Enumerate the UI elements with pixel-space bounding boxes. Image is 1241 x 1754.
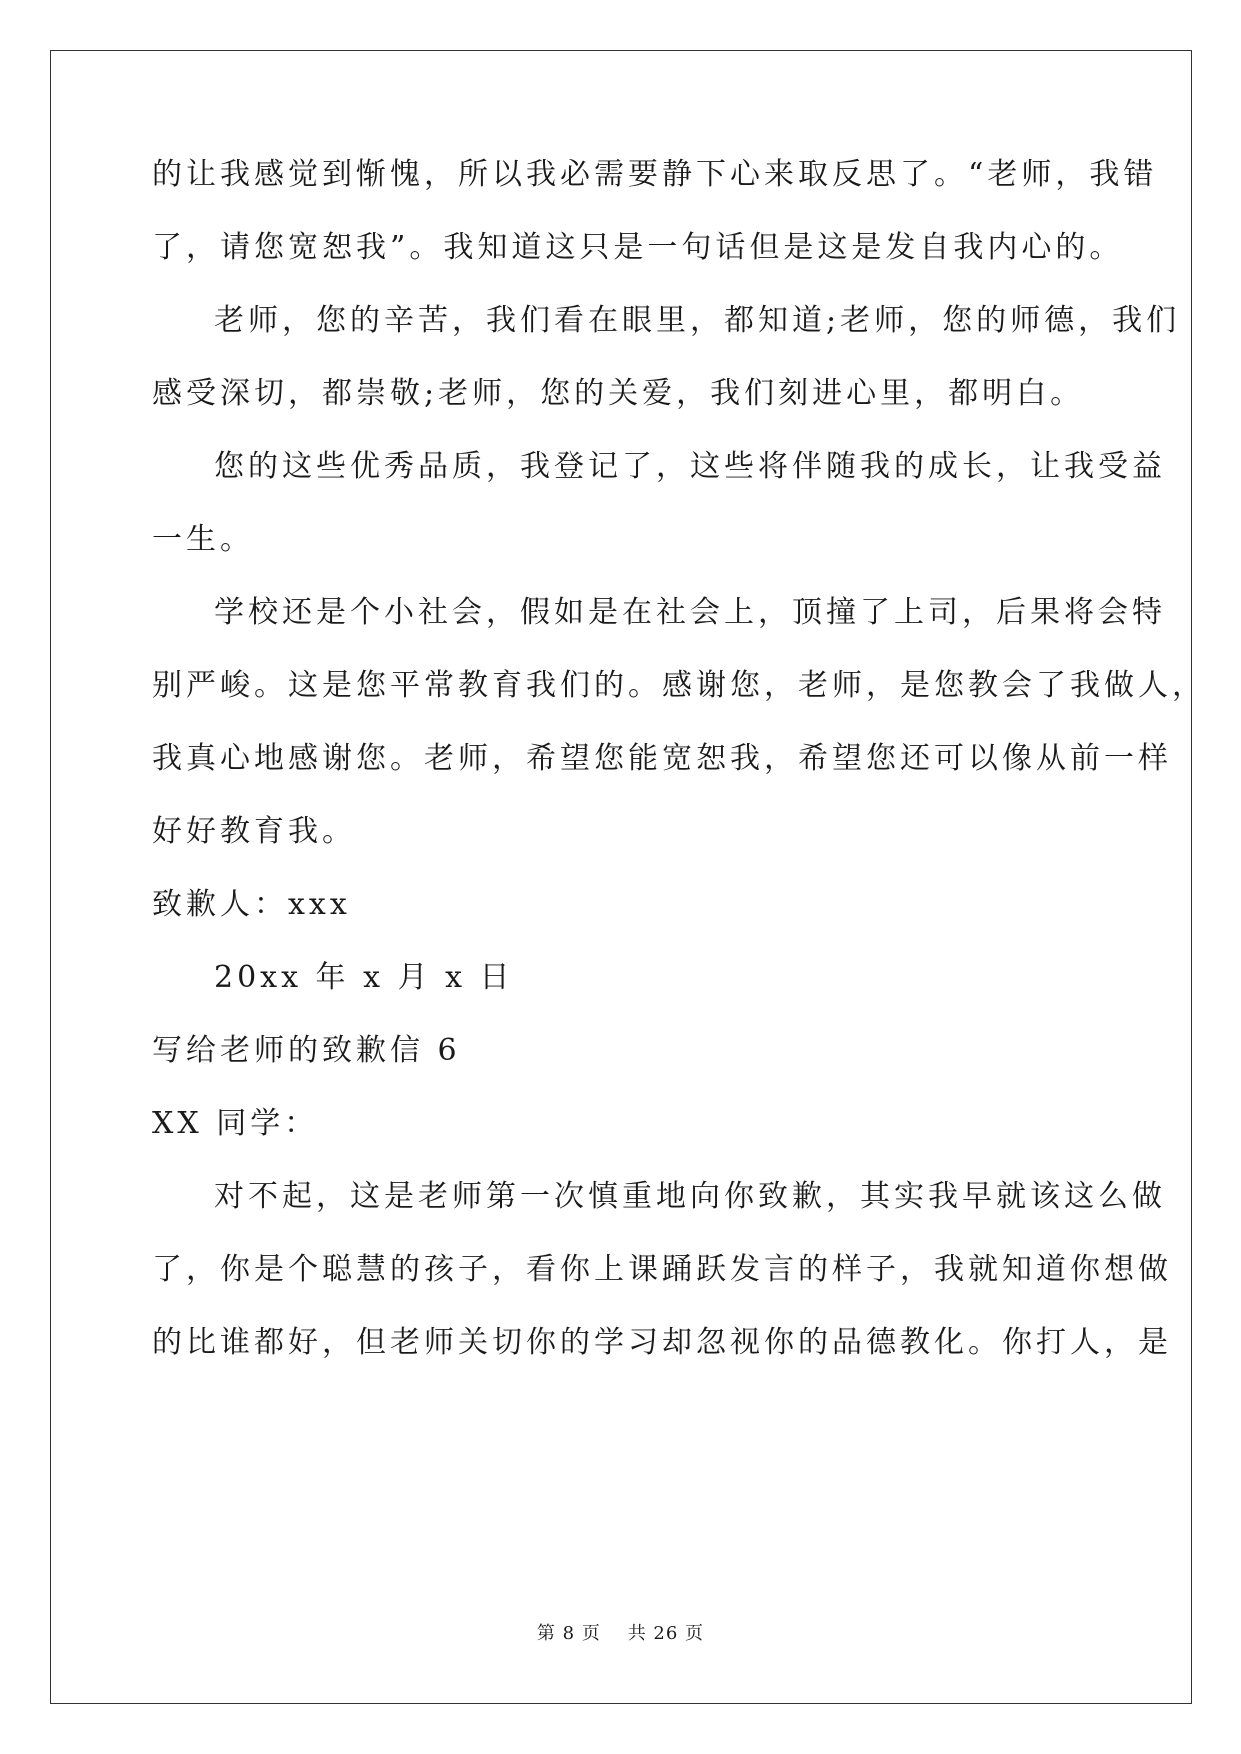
text-line: 我真心地感谢您。老师，希望您能宽恕我，希望您还可以像从前一样 bbox=[152, 741, 1172, 776]
paragraph-start: 学校还是个小社会，假如是在社会上，顶撞了上司，后果将会特 bbox=[214, 595, 1166, 630]
text-line: 一生。 bbox=[152, 522, 254, 557]
section-title: 写给老师的致歉信 6 bbox=[152, 1033, 461, 1068]
text-line: 的比谁都好，但老师关切你的学习却忽视你的品德教化。你打人，是 bbox=[152, 1325, 1172, 1360]
text-line: 了，请您宽恕我”。我知道这只是一句话但是这是发自我内心的。 bbox=[152, 230, 1124, 265]
text-line: 好好教育我。 bbox=[152, 814, 356, 849]
paragraph-start: 您的这些优秀品质，我登记了，这些将伴随我的成长，让我受益 bbox=[214, 449, 1166, 484]
paragraph-start: 老师，您的辛苦，我们看在眼里，都知道;老师，您的师德，我们 bbox=[214, 303, 1181, 338]
page-number: 第 8 页 共 26 页 bbox=[536, 1623, 705, 1644]
salutation: XX 同学： bbox=[152, 1106, 319, 1141]
text-line: 的让我感觉到惭愧，所以我必需要静下心来取反思了。“老师，我错 bbox=[152, 157, 1158, 192]
text-line: 别严峻。这是您平常教育我们的。感谢您，老师，是您教会了我做人， bbox=[152, 668, 1206, 703]
signature-line: 致歉人：xxx bbox=[152, 887, 351, 922]
page-border bbox=[50, 50, 1192, 1704]
text-line: 了，你是个聪慧的孩子，看你上课踊跃发言的样子，我就知道你想做 bbox=[152, 1252, 1172, 1287]
text-line: 感受深切，都崇敬;老师，您的关爱，我们刻进心里，都明白。 bbox=[152, 376, 1085, 411]
paragraph-start: 对不起，这是老师第一次慎重地向你致歉，其实我早就该这么做 bbox=[214, 1179, 1166, 1214]
date-line: 20xx 年 x 月 x 日 bbox=[214, 960, 514, 995]
